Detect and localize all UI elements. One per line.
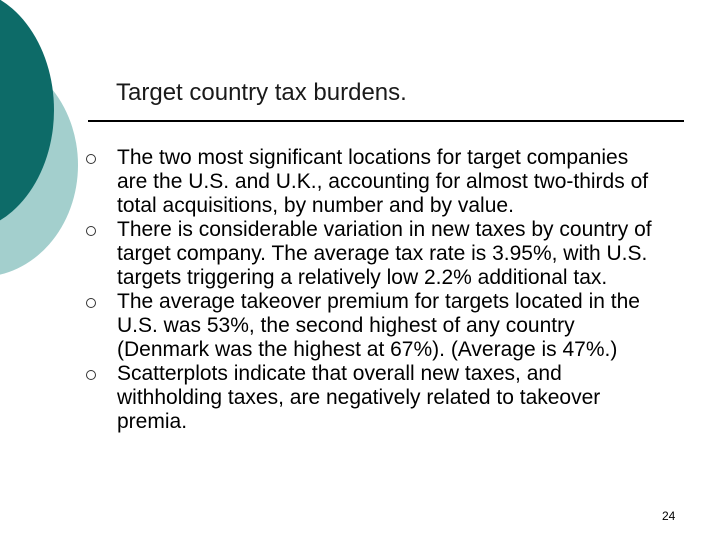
bullet-text-3: The average takeover premium for targets located in the U.S. was 53%, the second highest of any country (Denmark was the highest at 67%). (Average is 47%.) — [117, 290, 640, 361]
bullet-item-1 — [86, 146, 656, 218]
title-divider — [88, 120, 684, 122]
bullet-text-1: The two most significant locations for target companies are the U.S. and U.K., accounting for almost two-thirds of total acquisitions, by number and by value. — [117, 146, 649, 217]
hollow-circle-bullet-icon — [86, 298, 96, 308]
page-number: 24 — [662, 509, 676, 523]
hollow-circle-bullet-icon — [86, 154, 96, 164]
bullet-item-2 — [86, 218, 656, 290]
bullet-list — [86, 146, 656, 434]
bullet-text-2: There is considerable variation in new taxes by country of target company. The average tax rate is 3.95%, with U.S. targets triggering a relatively low 2.2% additional tax. — [117, 218, 652, 289]
bullet-item-4 — [86, 362, 656, 434]
hollow-circle-bullet-icon — [86, 226, 96, 236]
bullet-text-4: Scatterplots indicate that overall new taxes, and withholding taxes, are negatively related to takeover premia. — [117, 362, 601, 433]
bullet-item-3 — [86, 290, 656, 362]
slide-title: Target country tax burdens. — [116, 79, 407, 106]
hollow-circle-bullet-icon — [86, 370, 96, 380]
